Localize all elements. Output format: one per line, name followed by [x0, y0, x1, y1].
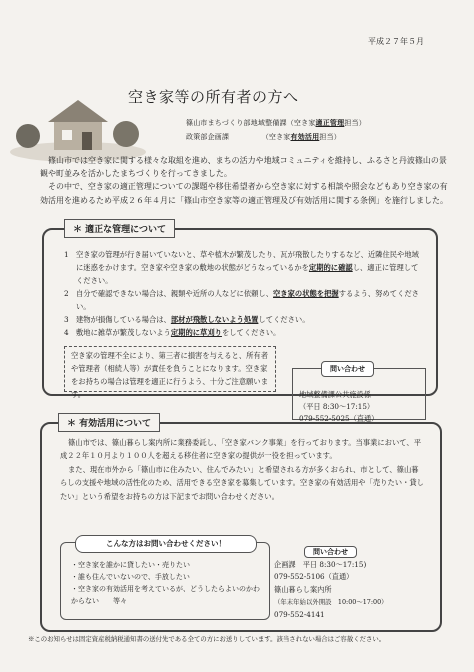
list-item: ・空き家の有効活用を考えているが、どうしたらよいのかわからない 等々	[71, 585, 260, 605]
page-title: 空き家等の所有者の方へ	[128, 88, 299, 106]
management-list	[64, 248, 424, 339]
contact-tag: 問い合わせ	[304, 546, 357, 558]
list-item: 2 自分で確認できない場合は、親類や近所の人などに依頼し、空き家の状態を把握するよう、努めてください。	[64, 289, 419, 311]
list-item: ・空き家を誰かに貸したい・売りたい	[71, 561, 190, 569]
inquiry-callout	[60, 539, 270, 620]
callout-heading: こんな方はお問い合わせください！	[75, 535, 257, 553]
intro-text: 篠山市では空き家に関する様々な取組を進め、まちの活力や地域コミュニティを維持し、ふるさと丹波篠山の景観や町並みを活かしたまちづくりを行ってきました。 その中で、空き家の適正管理についての課題や移住希望者から空き家に対する相談や照会などもあり空き家の有効活用を進めるため平成２６年４月に「篠山市空き家等の適正管理及び有効活用に関する条例」を施行しました。	[40, 156, 448, 205]
house-illustration	[8, 92, 148, 162]
contact-tag: 問い合わせ	[321, 361, 374, 377]
list-item: ・誰も住んでいないので、手放したい	[71, 573, 190, 581]
department-line-1: 篠山市まちづくり部地域整備課（空き家適正管理担当）	[186, 118, 366, 127]
footnote: ※このお知らせは固定資産税納税通知書の送付先である全ての方にお送りしています。該当されない場合はご容赦ください。	[28, 635, 386, 643]
list-item: 3 建物が損傷している場合は、部材が飛散しないよう処置してください。	[64, 315, 310, 324]
department-line-2: 政策部企画課 （空き家有効活用担当）	[186, 132, 341, 141]
date: 平成２７年５月	[368, 37, 424, 46]
list-item: 1 空き家の管理が行き届いていないと、草や植木が繁茂したり、瓦が飛散したりするなど、近隣住民や地域に迷惑をかけます。空き家や空き家の敷地の状態がどうなっているかを定期的に確認し、適正に管理してください。	[64, 250, 419, 285]
contact-box-management: 問い合わせ 地域整備課公共施設係 （平日 8:30～17:15） 079-552-5025（直通）	[292, 368, 426, 420]
effective-use-text: 篠山市では、篠山暮らし案内所に業務委託し、「空き家バンク事業」を行っております。当事業において、平成２２年１０月より１００人を超える移住者に空き家の提供が一役を担っています。 また、現在市外から「篠山市に住みたい、住んでみたい」と希望される方が多くおられ、市として、篠山暮らしの支援や地域の活性化のため、活用できる空き家を募集しています。空き家の有効活用や「売りたい・貸したい」という希望をお持ちの方は下記までお問い合わせください。	[60, 438, 424, 501]
section-heading-effective-use: ＊ 有効活用について	[58, 413, 160, 432]
contact-box-effective-use: 問い合わせ 企画課 平日 8:30～17:15) 079-552-5106（直通） 篠山暮らし案内所 （年末年始以外開設 10:00～17:00） 079-552-4141	[274, 548, 388, 619]
section-heading-management: ＊ 適正な管理について	[64, 219, 175, 238]
list-item: 4 敷地に雑草が繁茂しないよう定期的に草刈りをしてください。	[64, 328, 281, 337]
liability-warning: 空き家の管理不全により、第三者に損害を与えると、所有者や管理者（相続人等）が責任を負うことになります。空き家をお持ちの場合は管理を適正に行うよう、十分ご注意願います。	[64, 346, 276, 392]
